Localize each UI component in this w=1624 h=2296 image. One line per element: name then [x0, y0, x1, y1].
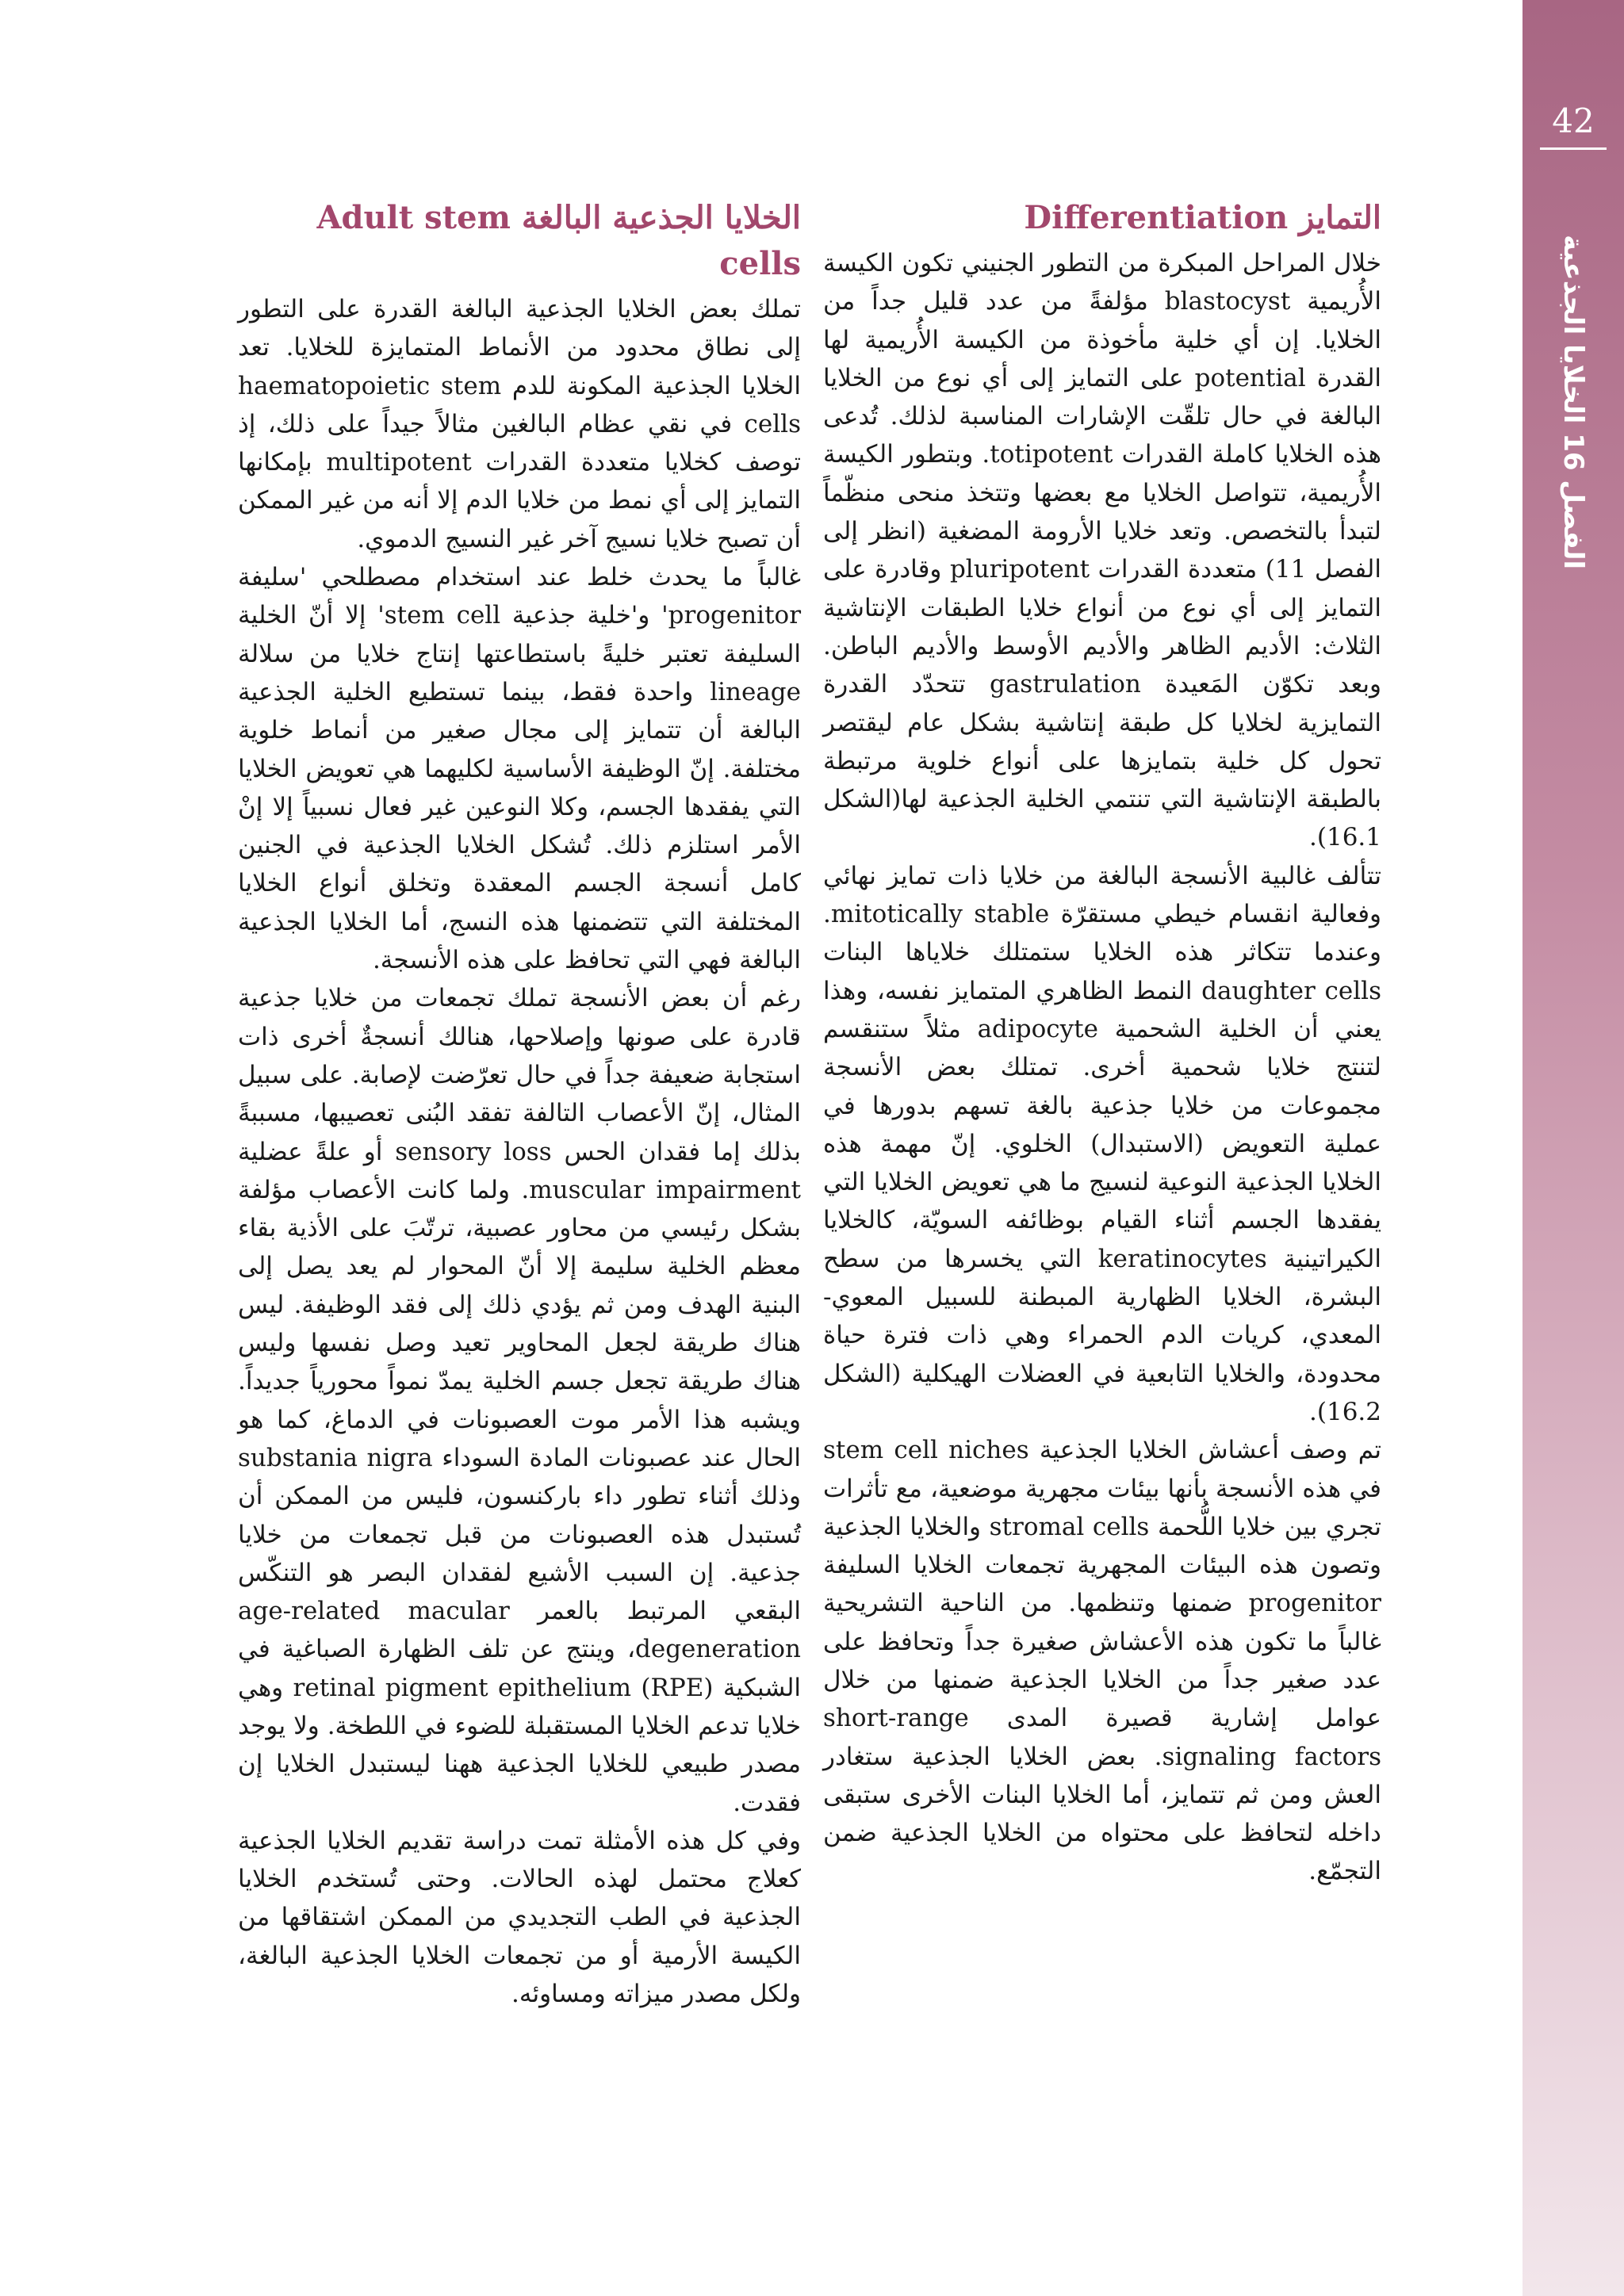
paragraph: رغم أن بعض الأنسجة تملك تجمعات من خلايا جذعية قادرة على صونها وإصلاحها، هنالك أنسجةٌ أخرى ذات استجابة ضعيفة جداً في حال تعرّضت لإصابة. على سبيل المثال، إنّ الأعصاب التالفة تفقد البُنى تعصيبها، مسببةً بذلك إما فقدان الحس sensory loss أو علةً عضلية muscular impairment. ولما كانت الأعصاب مؤلفة بشكل رئيسي من محاور عصبية، ترتّبَ على الأذية بقاء معظم الخلية سليمة إلا أنّ المحوار لم يعد يصل إلى البنية الهدف ومن ثم يؤدي ذلك إلى فقد الوظيفة. ليس هناك طريقة لجعل المحاوير تعيد وصل نفسها وليس هناك طريقة تجعل جسم الخلية يمدّ نمواً محورياً جديداً. ويشبه هذا الأمر موت العصبونات في الدماغ، كما هو الحال عند عصبونات المادة السوداء substania nigra وذلك أثناء تطور داء باركنسون، فليس من الممكن أن تُستبدل هذه العصبونات من قبل تجمعات من خلايا جذعية. إن السبب الأشيع لفقدان البصر هو التنكّس البقعي المرتبط بالعمر age-related macular degeneration، وينتج عن تلف الظهارة الصباغية في الشبكية retinal pigment epithelium (RPE) وهي خلايا تدعم الخلايا المستقبلة للضوء في اللطخة. ولا يوجد مصدر طبيعي للخلايا الجذعية ههنا ليستبدل الخلايا إن فقدت. — [238, 984, 802, 1817]
paragraph: تتألف غالبية الأنسجة البالغة من خلايا ذات تمايز نهائي وفعالية انقسام خيطي مستقرّة mitotically stable. وعندما تتكاثر هذه الخلايا ستمتلك خلاياها البنات daughter cells النمط الظاهري المتمايز نفسه، وهذا يعني أن الخلية الشحمية adipocyte مثلاً ستنقسم لتنتج خلايا شحمية أخرى. تمتلك بعض الأنسجة مجموعات من خلايا جذعية بالغة تسهم بدورها في عملية التعويض (الاستبدال) الخلوي. إنّ مهمة هذه الخلايا الجذعية النوعية لنسيج ما هي تعويض الخلايا التي يفقدها الجسم أثناء القيام بوظائفه السويّة، كالخلايا الكيراتينية keratinocytes التي يخسرها من سطح البشرة، الخلايا الظهارية المبطنة للسبيل المعوي-المعدي، كريات الدم الحمراء وهي ذات فترة حياة محدودة، والخلايا التابعية في العضلات الهيكلية (الشكل 16.2). — [823, 861, 1382, 1426]
page-number-rule — [1540, 147, 1607, 150]
section-heading-differentiation: التمايز Differentiation — [1024, 199, 1381, 236]
paragraph: وفي كل هذه الأمثلة تمت دراسة تقديم الخلايا الجذعية كعلاج محتمل لهذه الحالات. وحتى تُستخدم الخلايا الجذعية في الطب التجديدي من الممكن اشتقاقها من الكيسة الأرمية أو من تجمعات الخلايا الجذعية البالغة، ولكل مصدر ميزاته ومساوئه. — [238, 1826, 801, 2009]
paragraph: تملك بعض الخلايا الجذعية البالغة القدرة على التطور إلى نطاق محدود من الأنماط المتمايزة للخلايا. تعد الخلايا الجذعية المكونة للدم haematopoietic stem cells في نقي عظام البالغين مثالاً جيداً على ذلك، إذ توصف كخلايا متعددة القدرات multipotent بإمكانها التمايز إلى أي نمط من خلايا الدم إلا أنه من غير الممكن أن تصبح خلايا نسيج آخر غير النسيج الدموي. — [238, 295, 801, 553]
paragraph: خلال المراحل المبكرة من التطور الجنيني تكون الكيسة الأُريمية blastocyst مؤلفةً من عدد قليل جداً من الخلايا. إن أي خلية مأخوذة من الكيسة الأُريمية لها القدرة potential على التمايز إلى أي نوع من الخلايا البالغة في حال تلقّت الإشارات المناسبة لذلك. تُدعى هذه الخلايا كاملة القدرات totipotent. وبتطور الكيسة الأُريمية، تتواصل الخلايا مع بعضها وتتخذ منحى منظّماً لتبدأ بالتخصص. وتعد خلايا الأرومة المضغية (انظر إلى الفصل 11) متعددة القدرات pluripotent وقادرة على التمايز إلى أي نوع من أنواع خلايا الطبقات الإنتاشية الثلاث: الأديم الظاهر والأديم الأوسط والأديم الباطن. وبعد تكوّن المَعيدة gastrulation تتحدّد القدرة التمايزية لخلايا كل طبقة إنتاشية بشكل عام ليقتصر تحول كل خلية بتمايزها على أنواع خلوية مرتبطة بالطبقة الإنتاشية التي تنتمي الخلية الجذعية لها(الشكل 16.1). — [823, 249, 1382, 852]
section-heading-adult-stem-cells: الخلايا الجذعية البالغة Adult stem cells — [316, 199, 801, 282]
page-number: 42 — [1552, 101, 1595, 140]
left-column — [238, 195, 801, 2013]
right-column — [823, 195, 1381, 1891]
paragraph: غالباً ما يحدث خلط عند استخدام مصطلحي 'سليفة progenitor' و'خلية جذعية stem cell' إلا أنّ الخلية السليفة تعتبر خليةً باستطاعتها إنتاج خلايا من سلالة lineage واحدة فقط، بينما تستطيع الخلية الجذعية البالغة أن تتمايز إلى مجال صغير من أنماط خلوية مختلفة. إنّ الوظيفة الأساسية لكليهما هي تعويض الخلايا التي يفقدها الجسم، وكلا النوعين غير فعال نسبياً إلا إنْ الأمر استلزم ذلك. تُشكل الخلايا الجذعية في الجنين كامل أنسجة الجسم المعقدة وتخلق أنواع الخلايا المختلفة التي تتضمنها هذه النسج، أما الخلايا الجذعية البالغة فهي التي تحافظ على هذه الأنسجة. — [238, 563, 802, 975]
paragraph: تم وصف أعشاش الخلايا الجذعية stem cell niches في هذه الأنسجة بأنها بيئات مجهرية موضعية، مع تأثرات تجري بين خلايا اللُّحمة stromal cells والخلايا الجذعية وتصون هذه البيئات المجهرية تجمعات الخلايا السليفة progenitor ضمنها وتنظمها. من الناحية التشريحية غالباً ما تكون هذه الأعشاش صغيرة جداً وتحافظ على عدد صغير جداً من الخلايا الجذعية ضمنها من خلال عوامل إشارية قصيرة المدى short-range signaling factors. بعض الخلايا الجذعية ستغادر العش ومن ثم تتمايز، أما الخلايا البنات الأخرى ستبقى داخله لتحافظ على محتواه من الخلايا الجذعية ضمن التجمّع. — [823, 1436, 1381, 1886]
chapter-title: الفصل 16 الخلايا الجذعية — [1557, 234, 1589, 569]
